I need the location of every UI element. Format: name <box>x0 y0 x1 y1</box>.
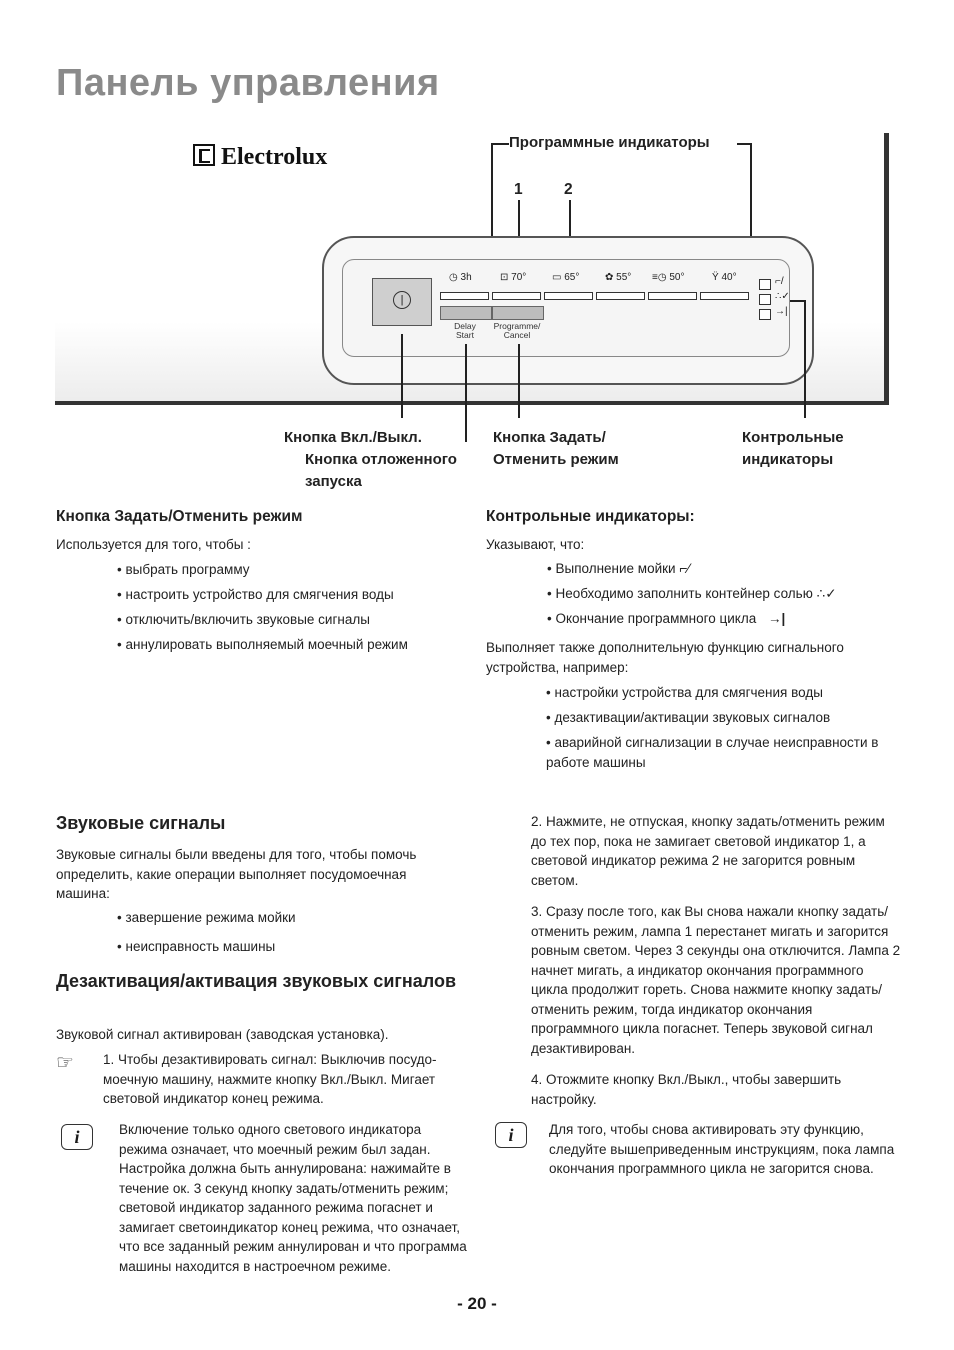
indicator-slot-5 <box>648 292 697 300</box>
indicator-slot-3 <box>544 292 593 300</box>
salt-icon: ∴✓ <box>775 291 790 302</box>
info-note-2: Для того, чтобы снова активировать эту функцию, следуйте вышеприведенным инструкциям, пока лампа окончания программного цикла не загорится снова. <box>549 1122 895 1176</box>
machine-right-edge <box>884 133 889 405</box>
indicator-slot-4 <box>596 292 645 300</box>
list-item: • настроить устройство для смягчения воды <box>117 585 394 605</box>
program-3h: ◷ 3h <box>449 272 472 283</box>
deactivation-heading: Дезактивация/активация звуковых сигналов <box>56 971 457 991</box>
marker-2: 2 <box>564 181 573 198</box>
section-control-indicators-more: Выполняет также дополнительную функцию сигнального устройства, например: <box>486 640 844 675</box>
delay-start-label: Delay Start <box>454 321 476 340</box>
list-item: • Окончание программного цикла →| <box>547 609 785 629</box>
list-item: • настройки устройства для смягчения воды <box>546 683 823 703</box>
salt-icon: ∴✓ <box>816 586 837 601</box>
list-item: • аварийной сигнализации в случае неисправности в работе машины <box>546 733 906 772</box>
end-icon: →| <box>775 306 788 317</box>
sound-signals-intro: Звуковые сигналы были введены для того, чтобы помочь определить, какие операции выполняет посудомоечная машина: <box>56 847 417 901</box>
list-item: • завершение режима мойки <box>117 908 296 928</box>
power-icon: | <box>393 291 411 309</box>
indicator-slot-6 <box>700 292 749 300</box>
page-title: Панель управления <box>56 62 440 104</box>
section-control-indicators-heading: Контрольные индикаторы: <box>486 508 695 525</box>
control-indicator-end <box>759 309 771 320</box>
program-55: ✿ 55° <box>605 272 632 283</box>
callout-on-off: Кнопка Вкл./Выкл. <box>284 429 422 446</box>
callout-delay-start: Кнопка отложенного запуска <box>305 451 457 490</box>
step-4: 4. Отожмите кнопку Вкл./Выкл., чтобы завершить настройку. <box>531 1072 842 1107</box>
programme-cancel-label: Programme/ Cancel <box>493 321 541 340</box>
step-1: 1. Чтобы дезактивировать сигнал: Выключив посудо-моечную машину, нажмите кнопку Вкл./Выкл. Мигает световой индикатор конец режима. <box>103 1052 437 1106</box>
list-item: • Необходимо заполнить контейнер солью ∴✓ <box>547 584 837 604</box>
control-indicator-wash <box>759 279 771 290</box>
info-icon: i <box>61 1124 93 1150</box>
wash-icon: ⌐⁄ <box>679 560 690 576</box>
hand-pointer-icon: ☞ <box>56 1052 74 1074</box>
list-item: • отключить/включить звуковые сигналы <box>117 610 370 630</box>
section-program-button-intro: Используется для того, чтобы : <box>56 537 251 552</box>
program-50: ≡◷ 50° <box>652 272 685 283</box>
indicator-slot-2 <box>492 292 541 300</box>
sound-signals-heading: Звуковые сигналы <box>56 813 226 833</box>
list-item: • выбрать программу <box>117 560 250 580</box>
list-item: • дезактивации/активации звуковых сигналов <box>546 708 830 728</box>
marker-1: 1 <box>514 181 523 198</box>
deactivation-intro: Звуковой сигнал активирован (заводская установка). <box>56 1027 389 1042</box>
end-of-cycle-icon: →| <box>767 611 786 626</box>
callout-program-cancel: Кнопка Задать/ Отменить режим <box>493 429 619 468</box>
list-item: • неисправность машины <box>117 937 275 957</box>
programme-cancel-button[interactable] <box>492 306 544 320</box>
machine-bottom-edge <box>55 401 889 405</box>
section-program-button-heading: Кнопка Задать/Отменить режим <box>56 508 303 525</box>
control-indicator-salt <box>759 294 771 305</box>
section-control-indicators-intro: Указывают, что: <box>486 537 585 552</box>
program-70: ⊡ 70° <box>500 272 527 283</box>
wash-icon: ⌐/ <box>775 276 784 287</box>
info-icon: i <box>495 1122 527 1148</box>
program-40: Ÿ 40° <box>712 272 737 283</box>
electrolux-icon <box>193 144 215 166</box>
program-65: ▭ 65° <box>552 272 580 283</box>
step-2: 2. Нажмите, не отпуская, кнопку задать/отменить режим до тех пор, пока не замигает световой индикатор 1, а световой индикатор режима 2 не загорится ровным светом. <box>531 814 885 888</box>
list-item: • аннулировать выполняемый моечный режим <box>117 635 408 655</box>
indicator-slot-1 <box>440 292 489 300</box>
brand-name: Electrolux <box>221 144 328 170</box>
info-note-1: Включение только одного светового индикатора режима означает, что моечный режим был задан. Настройка должна быть аннулирована: нажимайте в течение ок. 3 секунд кнопку задать/отменить режим; световой индикатор заданного режима погаснет и замигает светоиндикатор конец режима, что означает, что все заданный режим аннулирован и что программа машины находится в настроечном режиме. <box>119 1122 467 1274</box>
on-off-button[interactable] <box>372 278 432 326</box>
page-number: - 20 - <box>457 1294 497 1313</box>
brand-logo <box>193 144 327 171</box>
list-item: • Выполнение мойки ⌐⁄ <box>547 559 690 579</box>
program-indicators-label: Программные индикаторы <box>509 134 710 151</box>
delay-start-button[interactable] <box>440 306 492 320</box>
step-3: 3. Сразу после того, как Вы снова нажали кнопку задать/отменить режим, лампа 1 перестанет мигать и загорится ровным светом. Через 3 секунды она отключится. Лампа 2 начнет мигать, а индикатор окончания программного цикла продолжит гореть. Снова нажмите кнопку задать/отменить режим, тогда индикатор окончания программного цикла погаснет. Теперь звуковой сигнал дезактивирован. <box>531 904 901 1056</box>
callout-control-indicators: Контрольные индикаторы <box>742 429 844 468</box>
